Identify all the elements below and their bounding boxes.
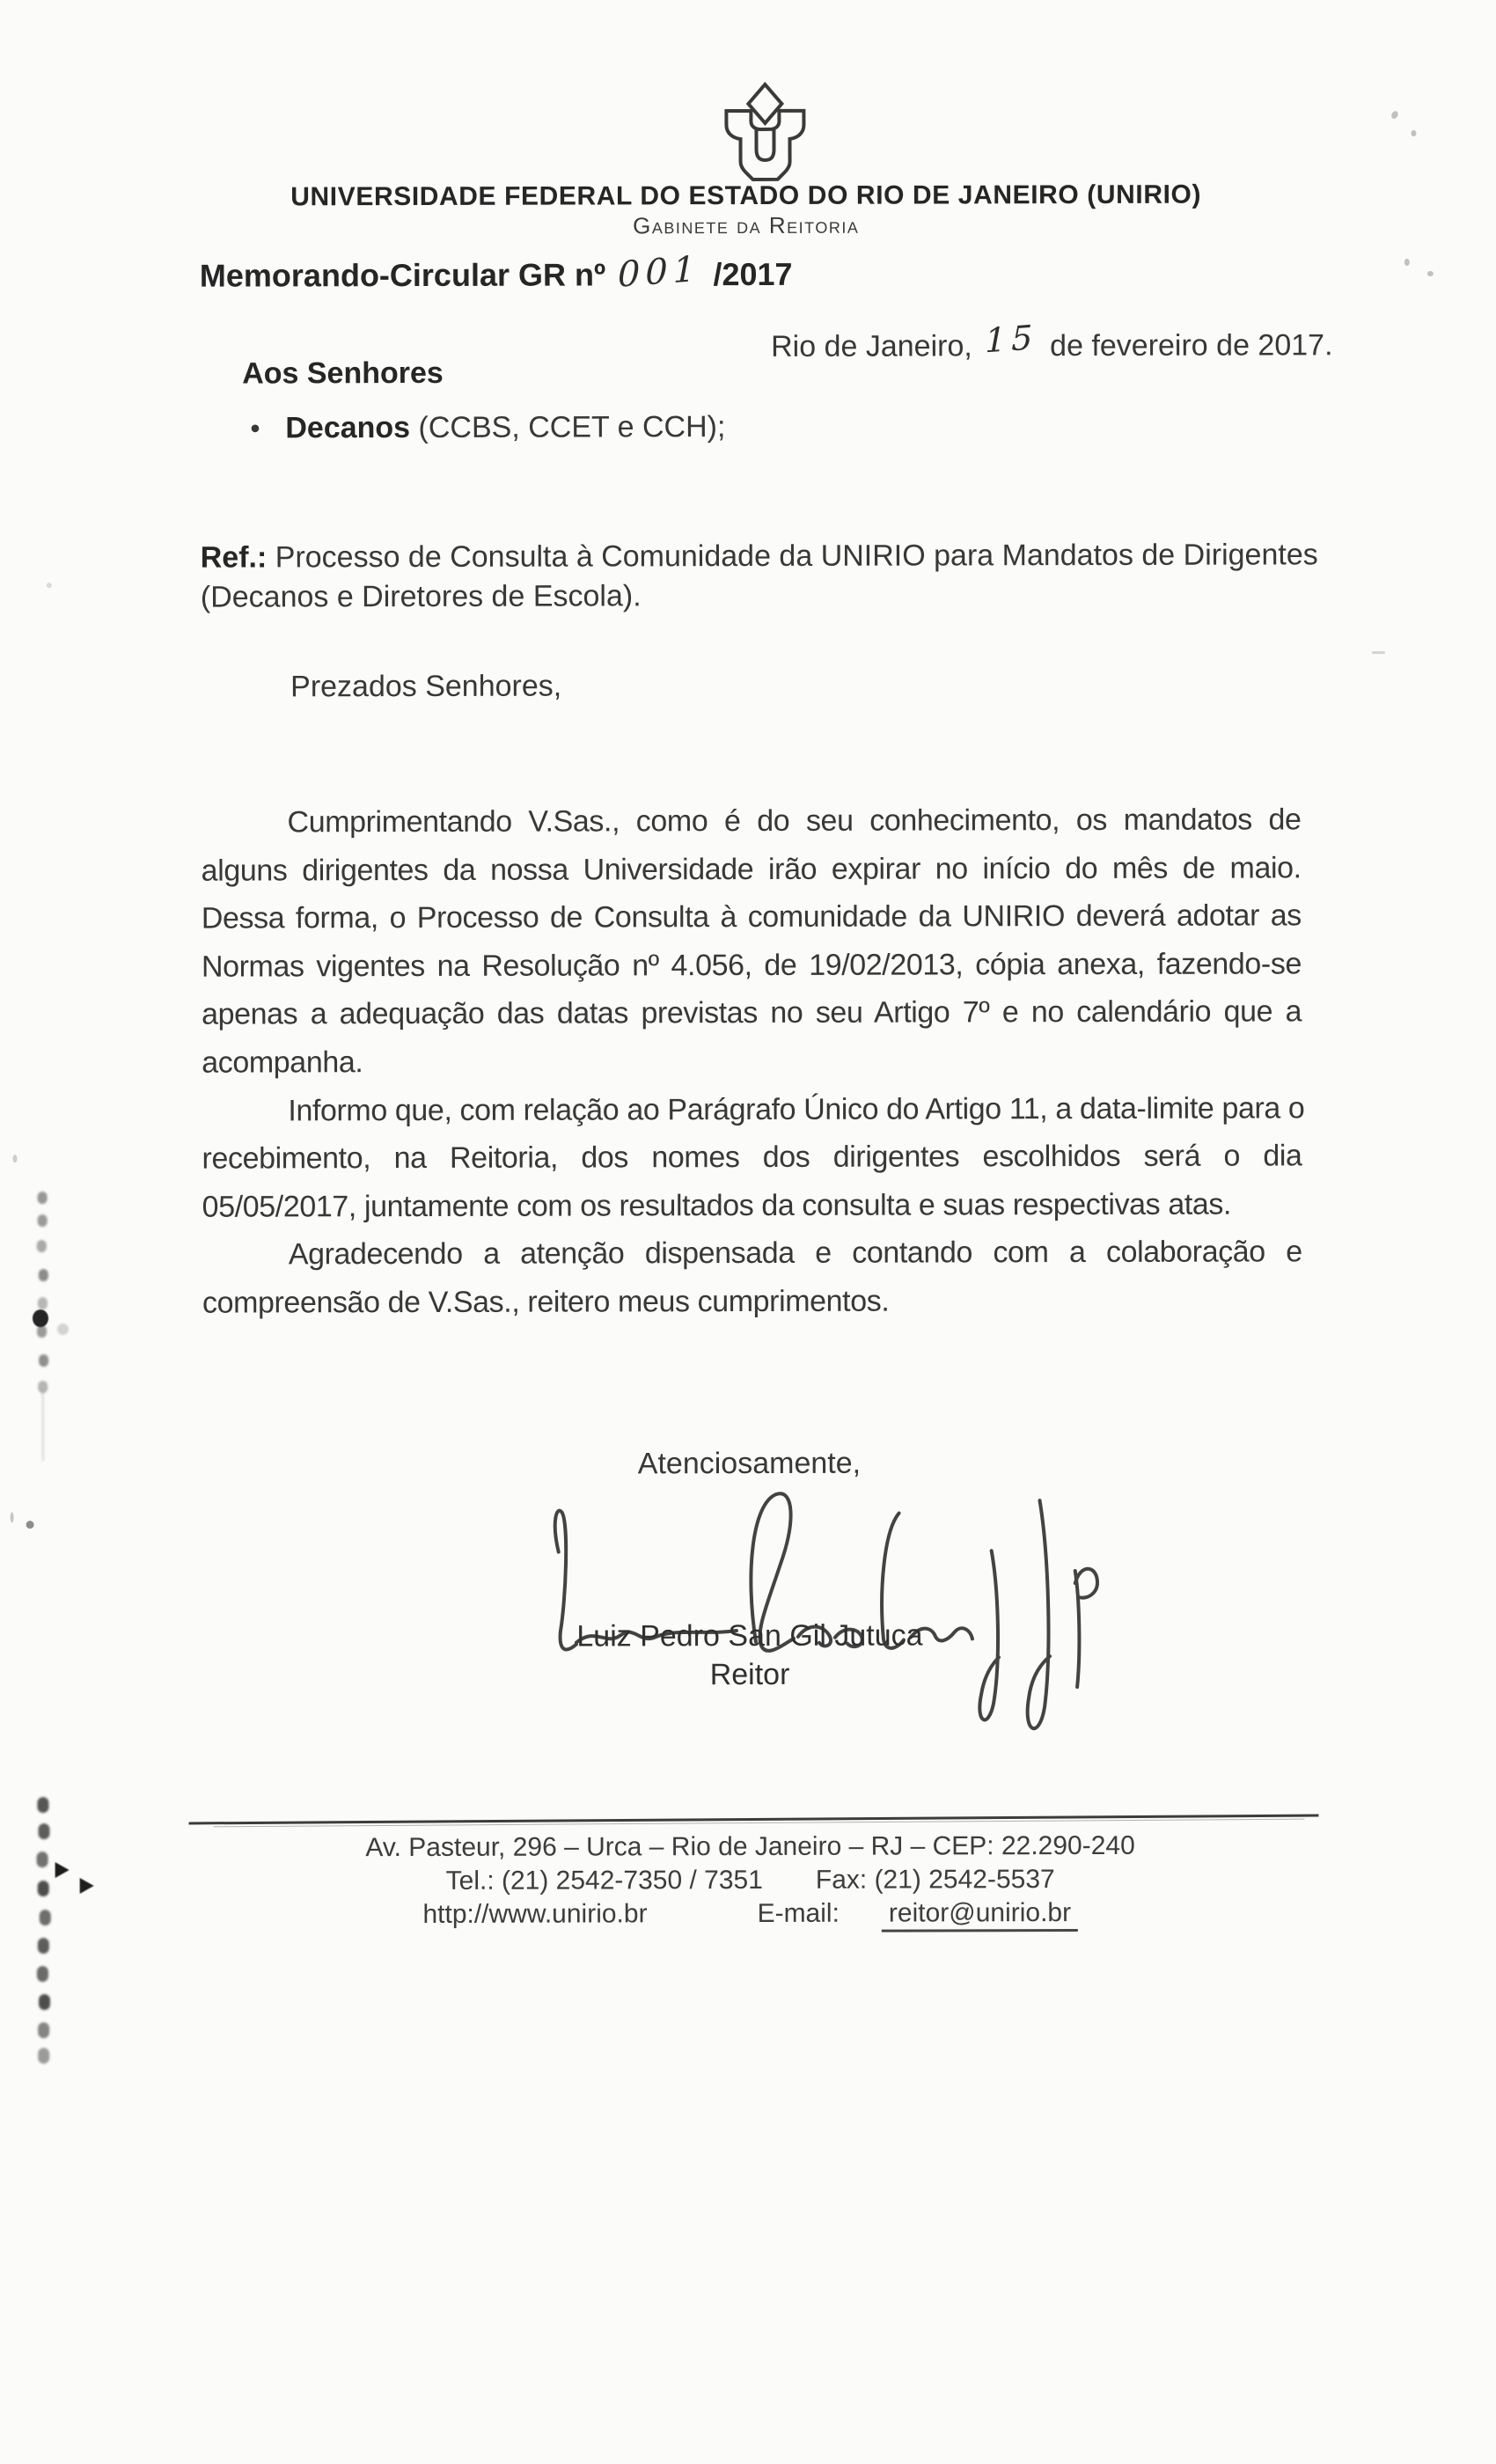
body-line: 05/05/2017, juntamente com os resultados da consulta e suas respectivas atas. — [202, 1187, 1232, 1224]
memo-label-prefix: Memorando-Circular GR nº — [199, 256, 606, 294]
handwritten-day: 15 — [984, 317, 1038, 361]
unirio-logo-icon — [712, 81, 818, 181]
signature-scribble — [524, 1467, 1106, 1768]
scan-artifact-speck — [1427, 271, 1434, 276]
recipients-heading: Aos Senhores — [242, 356, 444, 391]
footer-email-label: E-mail: — [757, 1898, 840, 1928]
recipient-item — [250, 410, 725, 445]
scan-artifact-dot — [57, 1324, 69, 1335]
scan-artifact-speck — [1390, 110, 1400, 120]
recipient-name: Decanos — [285, 411, 411, 445]
letter-body — [201, 796, 1305, 1327]
footer-tel: Tel.: (21) 2542-7350 / 7351 — [445, 1865, 763, 1896]
footer-website: http://www.unirio.br — [422, 1899, 648, 1929]
body-line: compreensão de V.Sas., reitero meus cumprimentos. — [202, 1284, 890, 1320]
signer-name: Luiz Pedro San Gil Jutuca — [576, 1618, 923, 1654]
scan-artifact-speck — [26, 1521, 34, 1529]
org-name: UNIVERSIDADE FEDERAL DO ESTADO DO RIO DE JANEIRO (UNIRIO) — [290, 180, 1202, 212]
scan-artifact-streak — [38, 1192, 48, 1204]
scan-artifact-speck — [13, 1155, 18, 1162]
body-line: Cumprimentando V.Sas., como é do seu conhecimento, os mandatos de — [287, 803, 1302, 840]
reference-text-1: Processo de Consulta à Comunidade da UNIRIO para Mandatos de Dirigentes — [267, 538, 1318, 575]
memo-number-line — [199, 248, 793, 296]
footer-address: Av. Pasteur, 296 – Urca – Rio de Janeiro – RJ – CEP: 22.290-240 — [365, 1830, 1135, 1863]
scan-artifact-speck — [1372, 651, 1385, 654]
footer-phone-fax — [3, 1864, 1496, 1897]
scan-artifact-speck — [1411, 130, 1416, 136]
recipient-detail: (CCBS, CCET e CCH); — [410, 410, 726, 445]
signer-title: Reitor — [709, 1657, 790, 1692]
reference-line-1 — [200, 535, 1318, 577]
dateline-rest: de fevereiro de 2017. — [1050, 328, 1333, 363]
reference-line-2: (Decanos e Diretores de Escola). — [200, 579, 642, 614]
footer-web-email — [3, 1897, 1496, 1934]
body-line: Informo que, com relação ao Parágrafo Único do Artigo 11, a data-limite para o — [288, 1090, 1305, 1127]
dateline-city: Rio de Janeiro, — [771, 329, 972, 363]
salutation: Prezados Senhores, — [290, 669, 562, 704]
memo-label-suffix: /2017 — [713, 255, 793, 293]
body-line: alguns dirigentes da nossa Universidade irão expirar no início do mês de maio. — [201, 850, 1302, 888]
scan-artifact-speck — [1404, 259, 1410, 266]
footer-email-link: reitor@unirio.br — [882, 1898, 1078, 1932]
scan-artifact-streak — [37, 1797, 48, 1813]
body-line: recebimento, na Reitoria, dos nomes dos dirigentes escolhidos será o dia — [202, 1139, 1302, 1176]
reference-block — [200, 535, 1318, 617]
body-line: acompanha. — [202, 1045, 363, 1080]
body-line: Agradecendo a atenção dispensada e contando com a colaboração e — [288, 1235, 1302, 1272]
footer-fax: Fax: (21) 2542-5537 — [815, 1865, 1055, 1895]
valediction: Atenciosamente, — [637, 1446, 862, 1481]
handwritten-memo-number: 001 — [618, 248, 701, 296]
reference-label: Ref.: — [200, 540, 268, 575]
dateline — [771, 317, 1333, 364]
body-line: Normas vigentes na Resolução nº 4.056, de 19/02/2013, cópia anexa, fazendo-se — [201, 947, 1302, 984]
scan-artifact-speck — [47, 583, 52, 588]
scan-artifact-blob — [33, 1309, 48, 1327]
body-line: apenas a adequação das datas previstas no seu Artigo 7º e no calendário que a — [202, 994, 1302, 1032]
dept-name: Gabinete da Reitoria — [633, 211, 860, 239]
body-line: Dessa forma, o Processo de Consulta à comunidade da UNIRIO deverá adotar as — [201, 898, 1302, 935]
scan-artifact-speck — [11, 1512, 14, 1522]
bullet-icon: • — [250, 412, 260, 444]
